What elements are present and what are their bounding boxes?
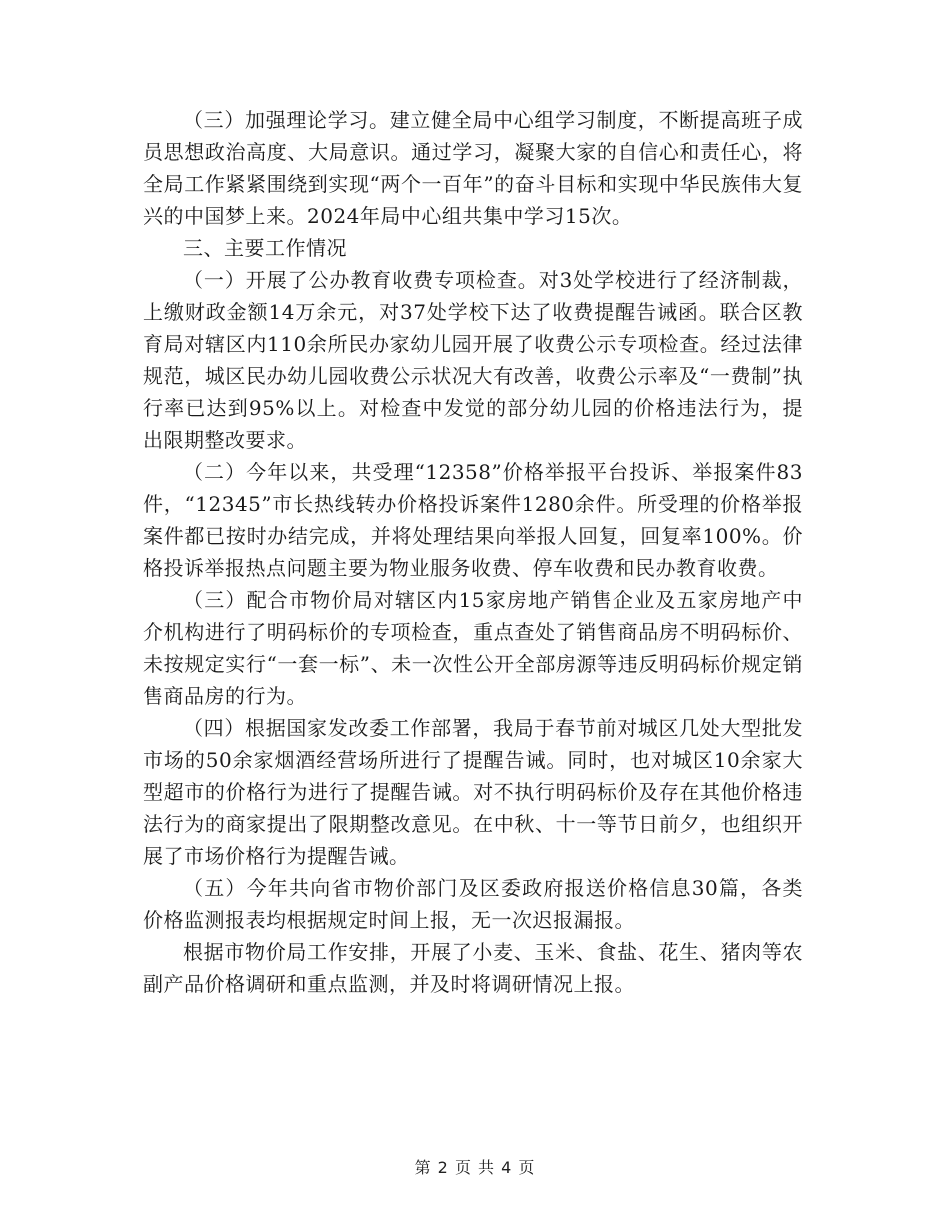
paragraph-real-estate-inspection: （三）配合市物价局对辖区内15家房地产销售企业及五家房地产中介机构进行了明码标价的专项检查，重点查处了销售商品房不明码标价、未按规定实行“一套一标”、未一次性公开全部房源等违反明码标价规定销售商品房的行为。 bbox=[143, 588, 803, 708]
page-number-footer: 第 2 页 共 4 页 bbox=[414, 1158, 536, 1177]
paragraph-holiday-reminders: （四）根据国家发改委工作部署，我局于春节前对城区几处大型批发市场的50余家烟酒经营场所进行了提醒告诫。同时，也对城区10余家大型超市的价格行为进行了提醒告诫。对不执行明码标价及存在其他价格违法行为的商家提出了限期整改意见。在中秋、十一等节日前夕，也组织开展了市场价格行为提醒告诫。 bbox=[143, 716, 803, 868]
paragraph-agricultural-monitoring: 根据市物价局工作安排，开展了小麦、玉米、食盐、花生、猪肉等农副产品价格调研和重点监测，并及时将调研情况上报。 bbox=[143, 940, 803, 996]
paragraph-price-information: （五）今年共向省市物价部门及区委政府报送价格信息30篇，各类价格监测报表均根据规定时间上报，无一次迟报漏报。 bbox=[143, 876, 803, 932]
section-heading-main-work: 三、主要工作情况 bbox=[183, 236, 347, 260]
paragraph-education-fee-inspection: （一）开展了公办教育收费专项检查。对3处学校进行了经济制裁，上缴财政金额14万余元，对37处学校下达了收费提醒告诫函。联合区教育局对辖区内110余所民办家幼儿园开展了收费公示专项检查。经过法律规范，城区民办幼儿园收费公示状况大有改善，收费公示率及“一费制”执行率已达到95%以上。对检查中发觉的部分幼儿园的价格违法行为，提出限期整改要求。 bbox=[143, 268, 803, 452]
paragraph-theory-study: （三）加强理论学习。建立健全局中心组学习制度，不断提高班子成员思想政治高度、大局意识。通过学习，凝聚大家的自信心和责任心，将全局工作紧紧围绕到实现“两个一百年”的奋斗目标和实现中华民族伟大复兴的中国梦上来。2024年局中心组共集中学习15次。 bbox=[143, 108, 803, 228]
document-body bbox=[143, 104, 803, 1000]
paragraph-price-complaints: （二）今年以来，共受理“12358”价格举报平台投诉、举报案件83件，“12345”市长热线转办价格投诉案件1280余件。所受理的价格举报案件都已按时办结完成，并将处理结果向举报人回复，回复率100%。价格投诉举报热点问题主要为物业服务收费、停车收费和民办教育收费。 bbox=[143, 460, 803, 580]
